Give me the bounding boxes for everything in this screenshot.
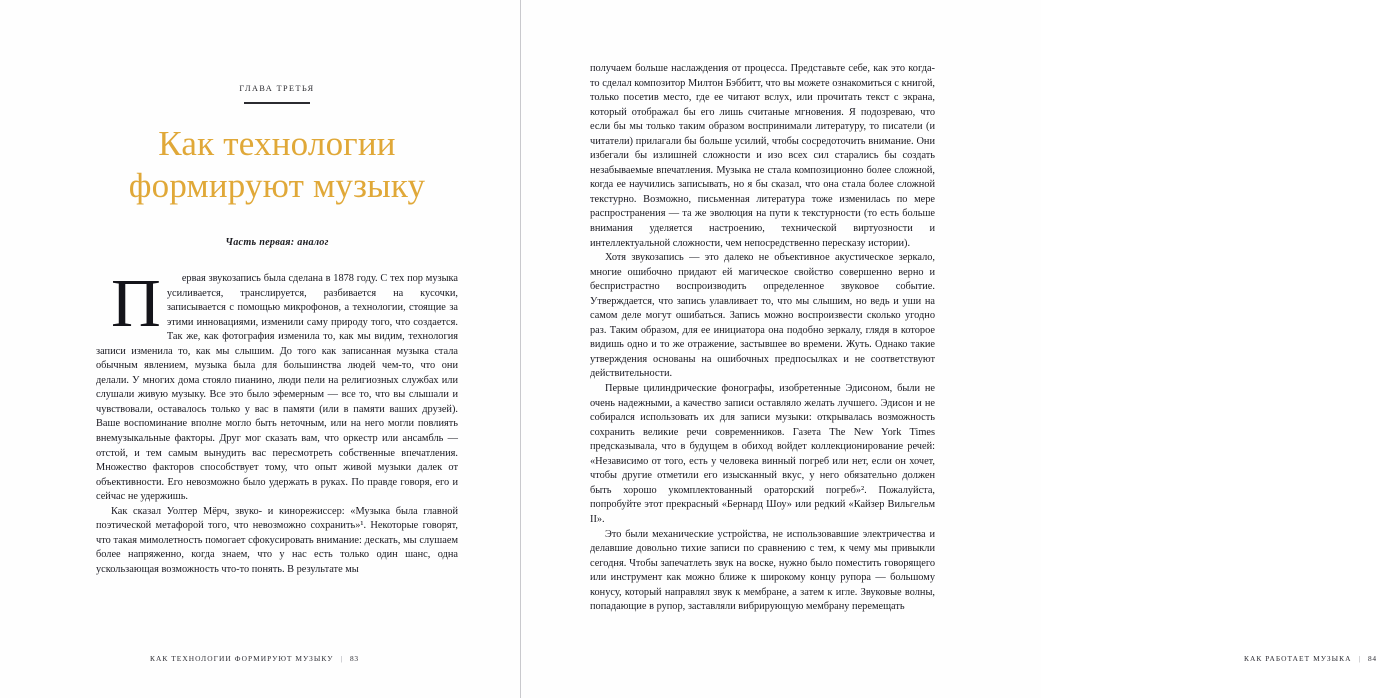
paragraph-text: Первые цилиндрические фонографы, изобретенные Эдисоном, были не очень надежными, а качество записи оставляло желать лучшего. Эдисон и не собирался использовать их для записи музыки: открывалась возможность сохранить великие речи современников. Газета The New York Times предсказывала, что в будущем в обиход войдет коллекционирование речей: «Независимо от того, есть у человека винный погреб или нет, если он хочет, чтобы другие отметили его изысканный вкус, у него обязательно должен быть хорошо укомплектованный ораторский погреб»². Пожалуйста, попробуйте этот прекрасный «Бернард Шоу» или редкий «Кайзер Вильгельм II». xyxy=(590,383,935,525)
paragraph xyxy=(96,505,458,578)
footer-left xyxy=(150,654,359,663)
footer-separator: | xyxy=(340,654,344,663)
chapter-title-line-1: Как технологии xyxy=(158,123,396,163)
right-page xyxy=(520,0,1377,698)
paragraph xyxy=(96,264,458,505)
paragraph-text: получаем больше наслаждения от процесса. Представьте себе, как это когда-то сделал композитор Милтон Бэббитт, что вы можете ознакомиться с книгой, только посетив место, где ее читают вслух, или прочитать текст с экрана, который отображал бы его лишь считаные мгновения. Я подозреваю, что если бы мы только таким образом воспринимали литературу, то писатели (и читатели) прилагали бы больше усилий, чтобы сосредоточить внимание. Они избегали бы излишней сложности и изо всех сил старались бы создать незабываемые впечатления. Музыка не стала композиционно более сложной, когда ее научились записывать, но я бы сказал, что она стала более сложной текстурно. Возможно, письменная литература тоже изменилась по мере распространения — та же эволюция на пути к текстурности (то есть больше внимания уделяется настроению, технической виртуозности и интеллектуальной сложности, чем непосредственно пересказу истории). xyxy=(590,63,935,249)
page-title xyxy=(96,123,458,208)
part-label: Часть первая: аналог xyxy=(225,236,329,248)
paragraph xyxy=(590,251,935,382)
paragraph xyxy=(590,62,935,251)
footer-title: КАК ТЕХНОЛОГИИ ФОРМИРУЮТ МУЗЫКУ xyxy=(150,654,334,663)
drop-cap: П xyxy=(111,264,161,341)
footer-separator: | xyxy=(1358,654,1362,663)
paragraph xyxy=(590,382,935,527)
chapter-label: ГЛАВА ТРЕТЬЯ xyxy=(239,84,315,93)
footer-title: КАК РАБОТАЕТ МУЗЫКА xyxy=(1244,654,1352,663)
page-number: 84 xyxy=(1368,654,1377,663)
paragraph-text: Хотя звукозапись — это далеко не объективное акустическое зеркало, многие ошибочно придают ей магическое свойство совершенно верно и беспристрастно воспроизводить определенное звуковое событие. Утверждается, что запись улавливает то, что мы слышим, но ведь и уши на самом деле могут ошибаться. Запись можно воспроизвести сколько угодно раз. Таким образом, для ее инициатора она подобно зеркалу, глядя в которое видишь одно и то же отражение, застывшее во времени. Жуть. Однако такие утверждения основаны на ошибочных предпосылках и не соответствуют действительности. xyxy=(590,252,935,380)
page-number: 83 xyxy=(350,654,359,663)
paragraph-text: ервая звукозапись была сделана в 1878 году. С тех пор музыка усиливается, транслируется, разбивается на кусочки, записывается с помощью микрофонов, а технологии, стоящие за этими инновациями, изменили саму природу того, что создается. Так же, как фотография изменила то, как мы видим, технология записи изменила то, как мы слышим. До того как записанная музыка стала обычным явлением, музыка была для большинства людей чем-то, что они делали. У многих дома стояло пианино, люди пели на религиозных службах или слушали живую музыку. Все это было эфемерным — все то, что вы слышали и чувствовали, оставалось только у вас в памяти (или в памяти ваших друзей). Ваше воспоминание вполне могло быть неточным, или на него могли повлиять внемузыкальные факторы. Друг мог сказать вам, что оркестр или ансамбль — отстой, и тем самым вынудить вас пересмотреть собственные впечатления. Множество факторов способствует тому, что опыт живой музыки далек от объективности. Его невозможно было удержать в руках. По правде говоря, его и сейчас не удержишь. xyxy=(96,272,458,503)
paragraph-text: Это были механические устройства, не использовавшие электричества и делавшие довольно тихие записи по сравнению с тем, к чему мы привыкли сегодня. Чтобы запечатлеть звук на воске, нужно было поместить говорящего или инструмент как можно ближе к широкому концу рупора — большому конусу, который направлял звук к мембране, а затем к игле. Звуковые волны, попадающие в рупор, заставляли вибрирующую мембрану перемещать xyxy=(590,528,935,613)
left-page xyxy=(0,0,520,698)
chapter-rule xyxy=(244,102,310,104)
paragraph-text: Как сказал Уолтер Мёрч, звуко- и кинорежиссер: «Музыка была главной поэтической метафорой того, что невозможно сохранить»¹. Некоторые говорят, что такая мимолетность помогает сфокусировать внимание: дескать, мы слушаем более напряженно, когда знаем, что у нас есть только один шанс, одна ускользающая возможность что-то понять. В результате мы xyxy=(96,505,458,575)
footer-right xyxy=(1244,654,1377,663)
chapter-title-line-2: формируют музыку xyxy=(128,166,426,206)
paragraph xyxy=(590,528,935,615)
left-body-column xyxy=(96,264,458,577)
right-body-column xyxy=(590,0,935,615)
